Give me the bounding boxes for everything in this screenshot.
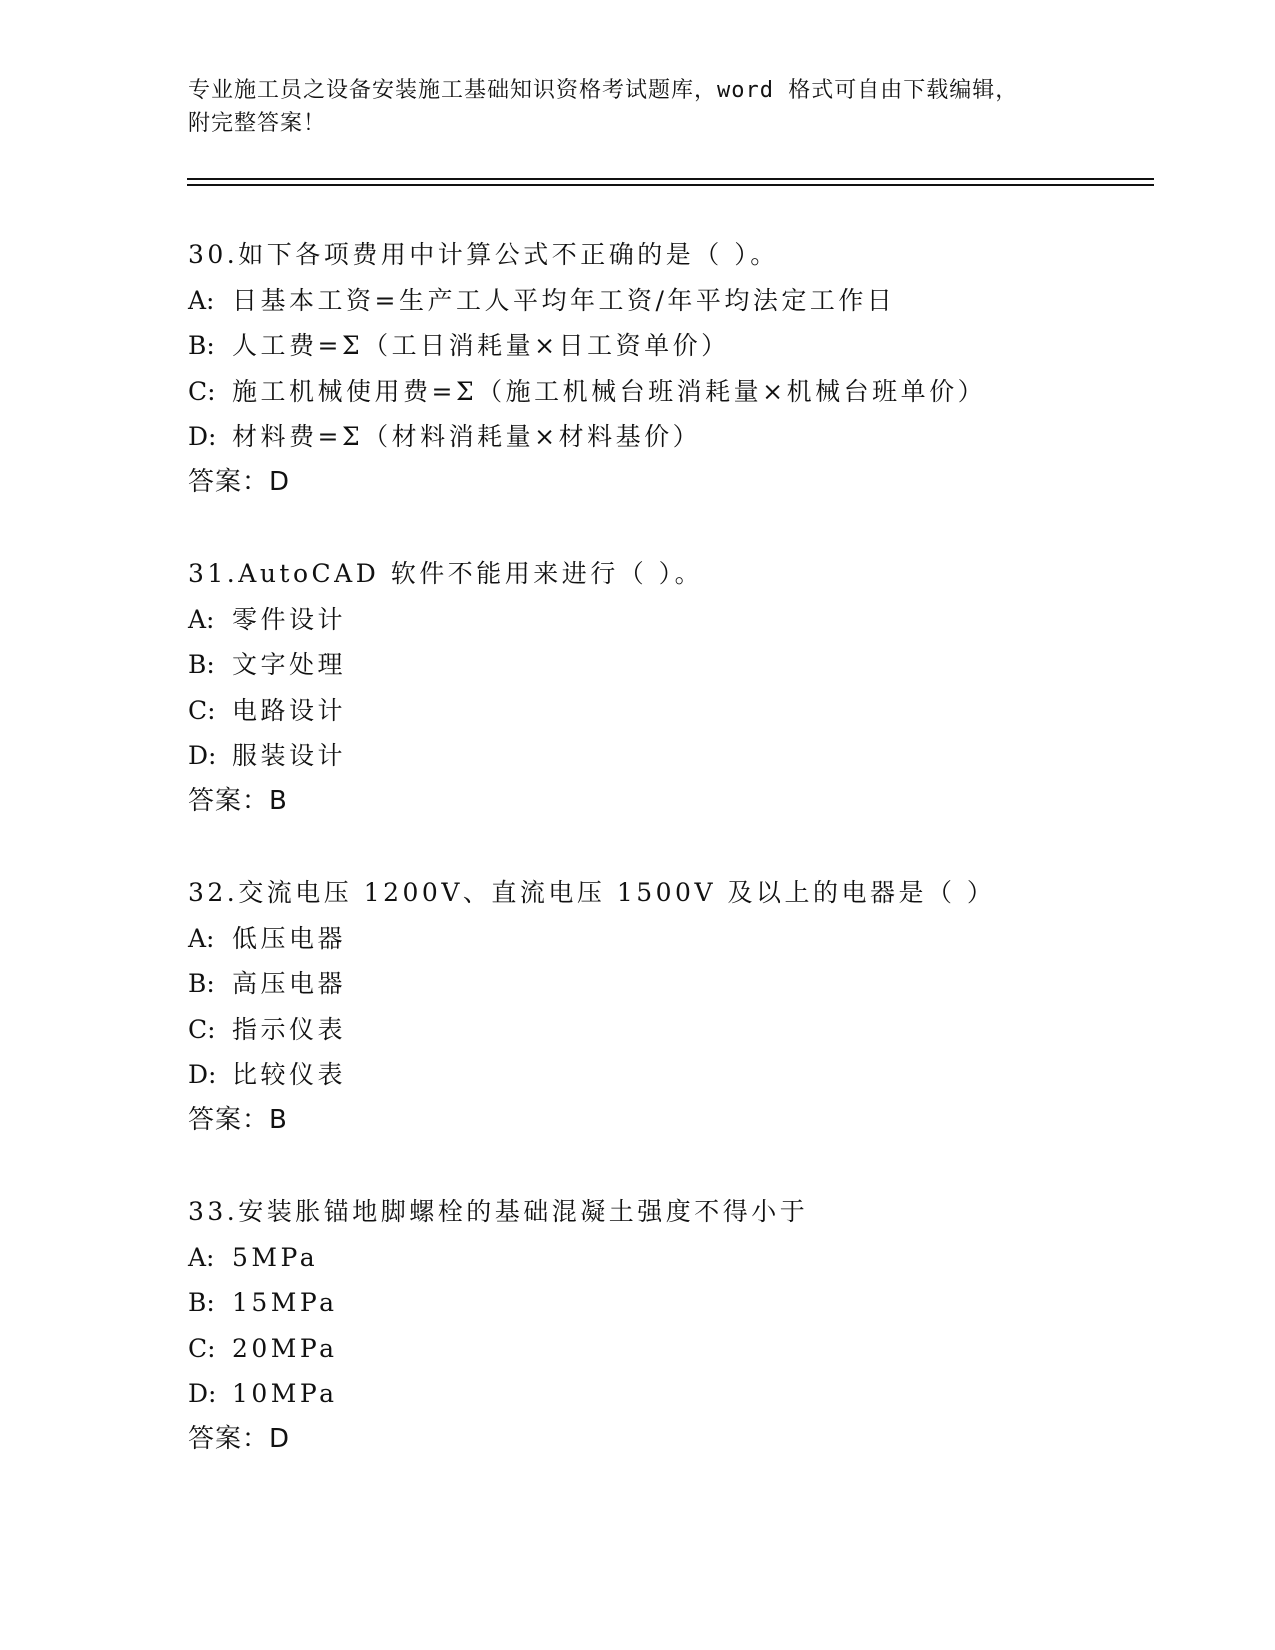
answer-line: 答案：D	[188, 466, 291, 497]
question-stem	[188, 232, 1148, 278]
option-a	[188, 597, 1148, 643]
option-text: 施工机械使用费=Σ（施工机械台班消耗量×机械台班单价）	[232, 376, 987, 406]
answer-line: 答案：B	[188, 785, 288, 816]
option-d	[188, 733, 1148, 779]
option-letter: C:	[188, 376, 216, 406]
question-text: 如下各项费用中计算公式不正确的是（ ）。	[238, 240, 779, 269]
option-letter: B:	[188, 650, 215, 679]
option-text: 低压电器	[232, 923, 347, 953]
option-c	[188, 1007, 1148, 1053]
question-stem	[188, 1189, 1148, 1235]
option-letter: D:	[188, 422, 217, 451]
question-33	[188, 1189, 1148, 1462]
option-letter: D:	[188, 1379, 217, 1408]
question-stem	[188, 551, 1148, 597]
option-letter: C:	[188, 1014, 216, 1044]
option-letter: A:	[188, 1242, 215, 1272]
option-text: 日基本工资=生产工人平均年工资/年平均法定工作日	[232, 285, 896, 315]
question-32	[188, 870, 1148, 1143]
answer-line: 答案：B	[188, 1104, 288, 1135]
option-b	[188, 642, 1148, 688]
option-letter: B:	[188, 331, 215, 360]
option-letter: A:	[188, 923, 215, 953]
option-a	[188, 1235, 1148, 1281]
header-divider-top	[187, 178, 1154, 180]
option-letter: B:	[188, 1288, 215, 1317]
option-text: 人工费=Σ（工日消耗量×日工资单价）	[232, 331, 730, 360]
option-text: 服装设计	[232, 741, 347, 770]
option-d	[188, 1052, 1148, 1098]
option-b	[188, 1280, 1148, 1326]
question-31	[188, 551, 1148, 824]
option-letter: D:	[188, 1060, 217, 1089]
option-letter: D:	[188, 741, 217, 770]
option-d	[188, 1371, 1148, 1417]
option-c	[188, 688, 1148, 734]
option-c	[188, 1326, 1148, 1372]
option-text: 指示仪表	[232, 1014, 347, 1044]
option-text: 10MPa	[232, 1379, 338, 1408]
option-b	[188, 961, 1148, 1007]
option-letter: C:	[188, 695, 216, 725]
question-number: 30.	[188, 240, 239, 269]
option-letter: A:	[188, 285, 215, 315]
answer-line: 答案：D	[188, 1423, 291, 1454]
option-letter: C:	[188, 1333, 216, 1363]
option-text: 文字处理	[232, 650, 347, 679]
option-text: 材料费=Σ（材料消耗量×材料基价）	[232, 422, 702, 451]
question-30	[188, 232, 1148, 505]
option-letter: A:	[188, 604, 215, 634]
question-stem	[188, 870, 1148, 916]
option-c	[188, 369, 1148, 415]
question-text: 交流电压 1200V、直流电压 1500V 及以上的电器是（ ）	[238, 878, 996, 907]
option-text: 20MPa	[232, 1333, 338, 1363]
option-text: 高压电器	[232, 969, 347, 998]
question-number: 31.	[188, 559, 239, 588]
document-header	[188, 74, 1088, 140]
option-text: 零件设计	[232, 604, 347, 634]
option-d	[188, 414, 1148, 460]
option-text: 比较仪表	[232, 1060, 347, 1089]
question-number: 33.	[188, 1197, 239, 1226]
header-divider-bottom	[187, 184, 1154, 186]
option-text: 电路设计	[232, 695, 347, 725]
option-a	[188, 278, 1148, 324]
option-text: 5MPa	[232, 1242, 319, 1272]
question-text: 安装胀锚地脚螺栓的基础混凝土强度不得小于	[238, 1197, 809, 1226]
option-text: 15MPa	[232, 1288, 338, 1317]
option-letter: B:	[188, 969, 215, 998]
question-number: 32.	[188, 878, 239, 907]
header-line-2: 附完整答案！	[188, 111, 327, 136]
header-line-1: 专业施工员之设备安装施工基础知识资格考试题库，word 格式可自由下载编辑，	[188, 78, 1019, 103]
option-a	[188, 916, 1148, 962]
option-b	[188, 323, 1148, 369]
question-text: AutoCAD 软件不能用来进行（ ）。	[238, 559, 704, 588]
